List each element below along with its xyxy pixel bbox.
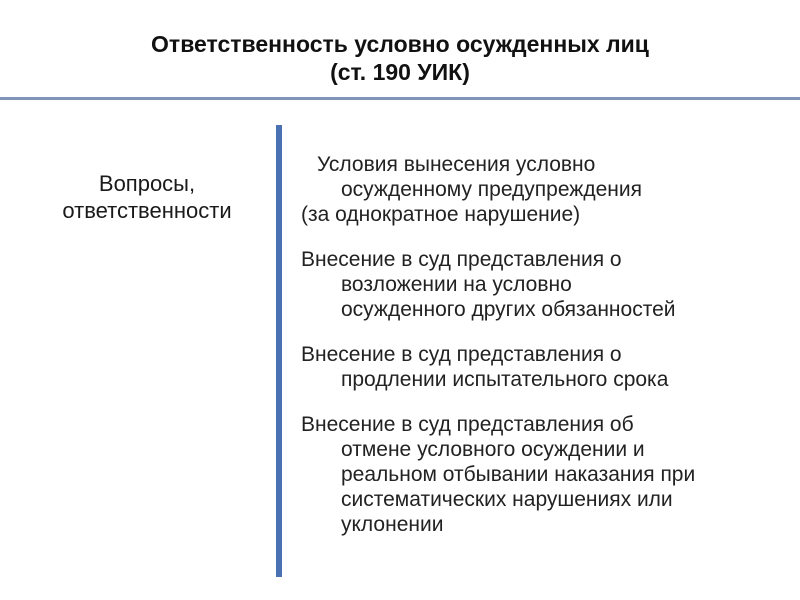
- item-line: осужденного других обязанностей: [341, 298, 676, 321]
- title-divider: [0, 97, 800, 100]
- item-line: продлении испытательного срока: [341, 368, 669, 391]
- list-item: [301, 152, 791, 227]
- title-line-2: (ст. 190 УИК): [330, 59, 470, 85]
- item-line: Внесение в суд представления о: [301, 343, 622, 366]
- item-line: Внесение в суд представления об: [301, 413, 634, 436]
- item-line: Условия вынесения условно: [317, 153, 596, 176]
- section-label-line-2: ответственности: [62, 198, 232, 223]
- section-label-line-1: Вопросы,: [98, 171, 196, 196]
- item-line: отмене условного осуждении и: [341, 438, 645, 461]
- item-line: реальном отбывании наказания при: [341, 463, 696, 486]
- item-line: осужденному предупреждения: [341, 178, 642, 201]
- list-item: [301, 342, 791, 392]
- title-line-1: Ответственность условно осужденных лиц: [151, 31, 649, 57]
- page-title: [0, 30, 800, 86]
- item-line: уклонении: [341, 513, 444, 536]
- list-item: [301, 247, 791, 322]
- item-line: систематических нарушениях или: [341, 488, 673, 511]
- responsibility-list: [301, 152, 791, 557]
- item-line: Внесение в суд представления о: [301, 248, 622, 271]
- section-label: [22, 170, 272, 224]
- item-line: (за однократное нарушение): [301, 203, 581, 226]
- list-item: [301, 412, 791, 537]
- vertical-divider: [276, 125, 282, 577]
- item-line: возложении на условно: [341, 273, 572, 296]
